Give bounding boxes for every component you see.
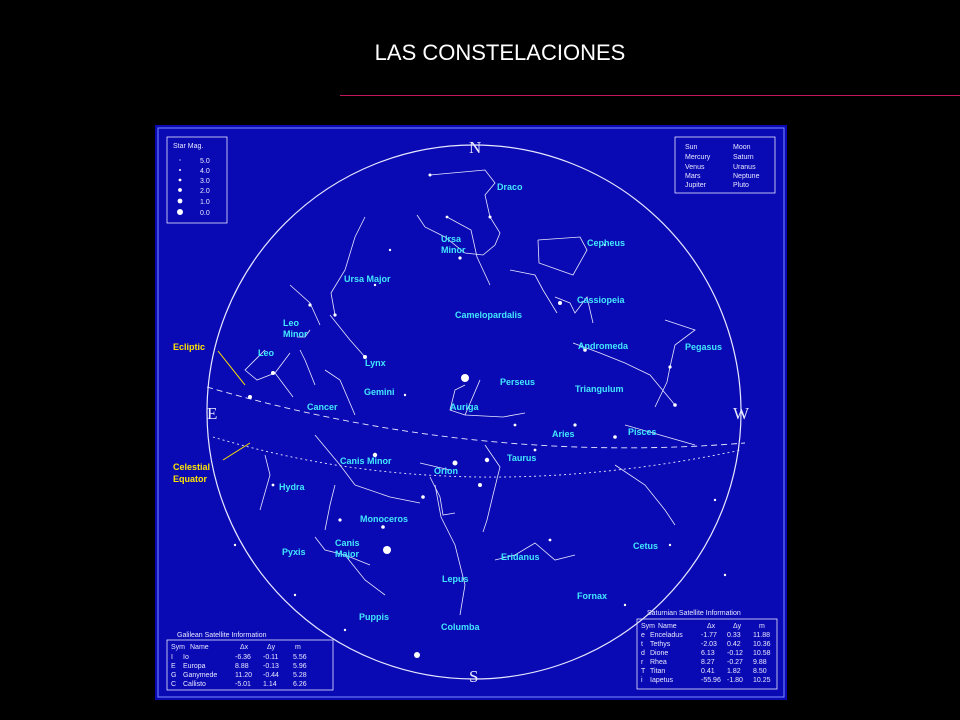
label-lepus: Lepus [442, 574, 469, 584]
ecliptic-label: Ecliptic [173, 342, 206, 352]
saturnian-cell-r2-c4: 10.58 [753, 650, 771, 657]
galilean-cell-r2-c2: 11.20 [235, 672, 252, 679]
equator-label: Equator [173, 474, 208, 484]
galilean-h0: Sym [171, 644, 185, 651]
saturnian-cell-r2-c0: d [641, 650, 645, 657]
planet-moon: Moon [733, 144, 751, 151]
saturnian-cell-r0-c0: e [641, 632, 645, 639]
galilean-cell-r2-c0: G [171, 672, 177, 679]
planet-sun: Sun [685, 144, 698, 151]
star-mag-legend [167, 137, 227, 223]
star-mag-5: 0.0 [200, 210, 210, 217]
galilean-cell-r3-c1: Callisto [183, 681, 206, 688]
planet-venus: Venus [685, 164, 705, 171]
saturnian-cell-r1-c3: 0.42 [727, 641, 741, 648]
saturnian-cell-r2-c3: -0.12 [727, 650, 743, 657]
planet-uranus: Uranus [733, 164, 756, 171]
saturnian-cell-r3-c4: 9.88 [753, 659, 767, 666]
label-triangulum: Triangulum [575, 384, 624, 394]
label-columba: Columba [441, 622, 480, 632]
saturnian-h1: Name [658, 623, 677, 630]
galilean-h2: Δx [240, 644, 249, 651]
galilean-h1: Name [190, 644, 209, 651]
planet-neptune: Neptune [733, 173, 760, 180]
label-hydra: Hydra [279, 482, 305, 492]
star-mag-title: Star Mag. [173, 143, 204, 150]
celestial-equator-line [213, 437, 741, 477]
label-ursa-major: Ursa Major [344, 274, 391, 284]
galilean-cell-r1-c4: 5.96 [293, 663, 307, 670]
saturnian-cell-r5-c4: 10.25 [753, 677, 771, 684]
galilean-cell-r0-c4: 5.56 [293, 654, 307, 661]
planet-pluto: Pluto [733, 182, 749, 189]
star-mag-0: 5.0 [200, 158, 210, 165]
saturnian-h0: Sym [641, 623, 655, 630]
saturnian-title: Saturnian Satellite Information [647, 610, 741, 617]
saturnian-h4: m [759, 623, 765, 630]
saturnian-cell-r4-c3: 1.82 [727, 668, 741, 675]
galilean-cell-r0-c1: Io [183, 654, 189, 661]
saturnian-h2: Δx [707, 623, 716, 630]
label-fornax: Fornax [577, 591, 608, 601]
saturnian-cell-r5-c3: -1.80 [727, 677, 743, 684]
saturnian-cell-r0-c2: -1.77 [701, 632, 717, 639]
star-mag-1: 4.0 [200, 168, 210, 175]
label-puppis: Puppis [359, 612, 390, 622]
equator-leader [223, 443, 250, 460]
galilean-cell-r3-c4: 6.26 [293, 681, 307, 688]
star-chart-canvas [155, 125, 787, 700]
galilean-cell-r3-c0: C [171, 681, 177, 688]
saturnian-cell-r5-c2: -55.96 [701, 677, 721, 684]
label-pegasus: Pegasus [685, 342, 723, 352]
label-cepheus: Cepheus [587, 238, 626, 248]
galilean-table [167, 632, 333, 690]
galilean-cell-r0-c3: -0.11 [263, 654, 279, 661]
label-monoceros: Monoceros [360, 514, 409, 524]
label-ursa: Ursa [441, 234, 462, 244]
star-mag-2: 3.0 [200, 178, 210, 185]
saturnian-cell-r1-c0: t [641, 641, 643, 648]
label-orion: Orion [434, 466, 458, 476]
saturnian-cell-r2-c2: 6.13 [701, 650, 715, 657]
south-label: S [469, 667, 479, 686]
label-auriga: Auriga [450, 402, 479, 412]
planet-legend [675, 137, 775, 193]
saturnian-cell-r1-c1: Tethys [650, 641, 671, 648]
saturnian-cell-r3-c1: Rhea [650, 659, 667, 666]
star-mag-3: 2.0 [200, 188, 210, 195]
planet-saturn: Saturn [733, 154, 754, 161]
label-leo-minor-2: Minor [283, 329, 308, 339]
label-pisces: Pisces [628, 427, 657, 437]
label-taurus: Taurus [507, 453, 537, 463]
galilean-cell-r1-c2: 8.88 [235, 663, 249, 670]
slide-title: LAS CONSTELACIONES [374, 40, 626, 65]
celestial-label: Celestial [173, 462, 211, 472]
label-cetus: Cetus [633, 541, 659, 551]
label-pyxis: Pyxis [282, 547, 306, 557]
galilean-cell-r3-c2: -5.01 [235, 681, 251, 688]
label-cassiopeia: Cassiopeia [577, 295, 625, 305]
north-label: N [469, 138, 482, 157]
horizon-circle [207, 145, 741, 679]
label-leo-minor-1: Leo [283, 318, 300, 328]
label-draco: Draco [497, 182, 523, 192]
label-canis-minor: Canis Minor [340, 456, 392, 466]
galilean-cell-r1-c1: Europa [183, 663, 206, 670]
planet-mercury: Mercury [685, 154, 711, 161]
saturnian-h3: Δy [733, 623, 742, 630]
planet-mars: Mars [685, 173, 701, 180]
galilean-cell-r2-c3: -0.44 [263, 672, 279, 679]
label-canis-major-2: Major [335, 549, 360, 559]
title-divider [340, 95, 960, 96]
saturnian-cell-r1-c2: -2.03 [701, 641, 717, 648]
saturnian-cell-r0-c1: Enceladus [650, 632, 683, 639]
saturnian-cell-r5-c0: i [641, 677, 643, 684]
saturnian-cell-r4-c0: T [641, 668, 646, 675]
saturnian-cell-r1-c4: 10.36 [753, 641, 771, 648]
saturnian-cell-r4-c4: 8.50 [753, 668, 767, 675]
galilean-cell-r2-c1: Ganymede [183, 672, 218, 679]
saturnian-cell-r3-c3: -0.27 [727, 659, 743, 666]
label-aries: Aries [552, 429, 575, 439]
galilean-cell-r3-c3: 1.14 [263, 681, 277, 688]
galilean-cell-r2-c4: 5.28 [293, 672, 307, 679]
label-canis-major-1: Canis [335, 538, 360, 548]
saturnian-cell-r3-c2: 8.27 [701, 659, 715, 666]
saturnian-cell-r3-c0: r [641, 659, 644, 666]
label-andromeda: Andromeda [578, 341, 629, 351]
label-cancer: Cancer [307, 402, 338, 412]
east-label: E [207, 404, 218, 423]
galilean-cell-r0-c0: I [171, 654, 173, 661]
label-ursa-minor: Minor [441, 245, 466, 255]
west-label: W [733, 404, 750, 423]
label-lynx: Lynx [365, 358, 386, 368]
saturnian-table [637, 610, 777, 689]
galilean-title: Galilean Satellite Information [177, 632, 267, 639]
planet-jupiter: Jupiter [685, 182, 707, 189]
label-perseus: Perseus [500, 377, 536, 387]
saturnian-cell-r0-c3: 0.33 [727, 632, 741, 639]
saturnian-rows [641, 632, 771, 684]
label-eridanus: Eridanus [501, 552, 540, 562]
saturnian-cell-r0-c4: 11.88 [753, 632, 770, 639]
galilean-h3: Δy [267, 644, 276, 651]
ecliptic-line [207, 387, 745, 448]
star-chart [155, 125, 787, 700]
galilean-rows [171, 654, 307, 688]
galilean-cell-r1-c0: E [171, 663, 176, 670]
label-leo: Leo [258, 348, 275, 358]
galilean-cell-r1-c3: -0.13 [263, 663, 279, 670]
label-camelopardalis: Camelopardalis [455, 310, 523, 320]
galilean-cell-r0-c2: -6.36 [235, 654, 251, 661]
saturnian-cell-r5-c1: Iapetus [650, 677, 673, 684]
saturnian-cell-r4-c2: 0.41 [701, 668, 715, 675]
label-gemini: Gemini [364, 387, 395, 397]
ecliptic-leader [218, 351, 245, 385]
galilean-h4: m [295, 644, 301, 651]
saturnian-cell-r2-c1: Dione [650, 650, 669, 657]
saturnian-cell-r4-c1: Titan [650, 668, 666, 675]
constellation-lines [245, 170, 695, 615]
star-mag-4: 1.0 [200, 199, 210, 206]
